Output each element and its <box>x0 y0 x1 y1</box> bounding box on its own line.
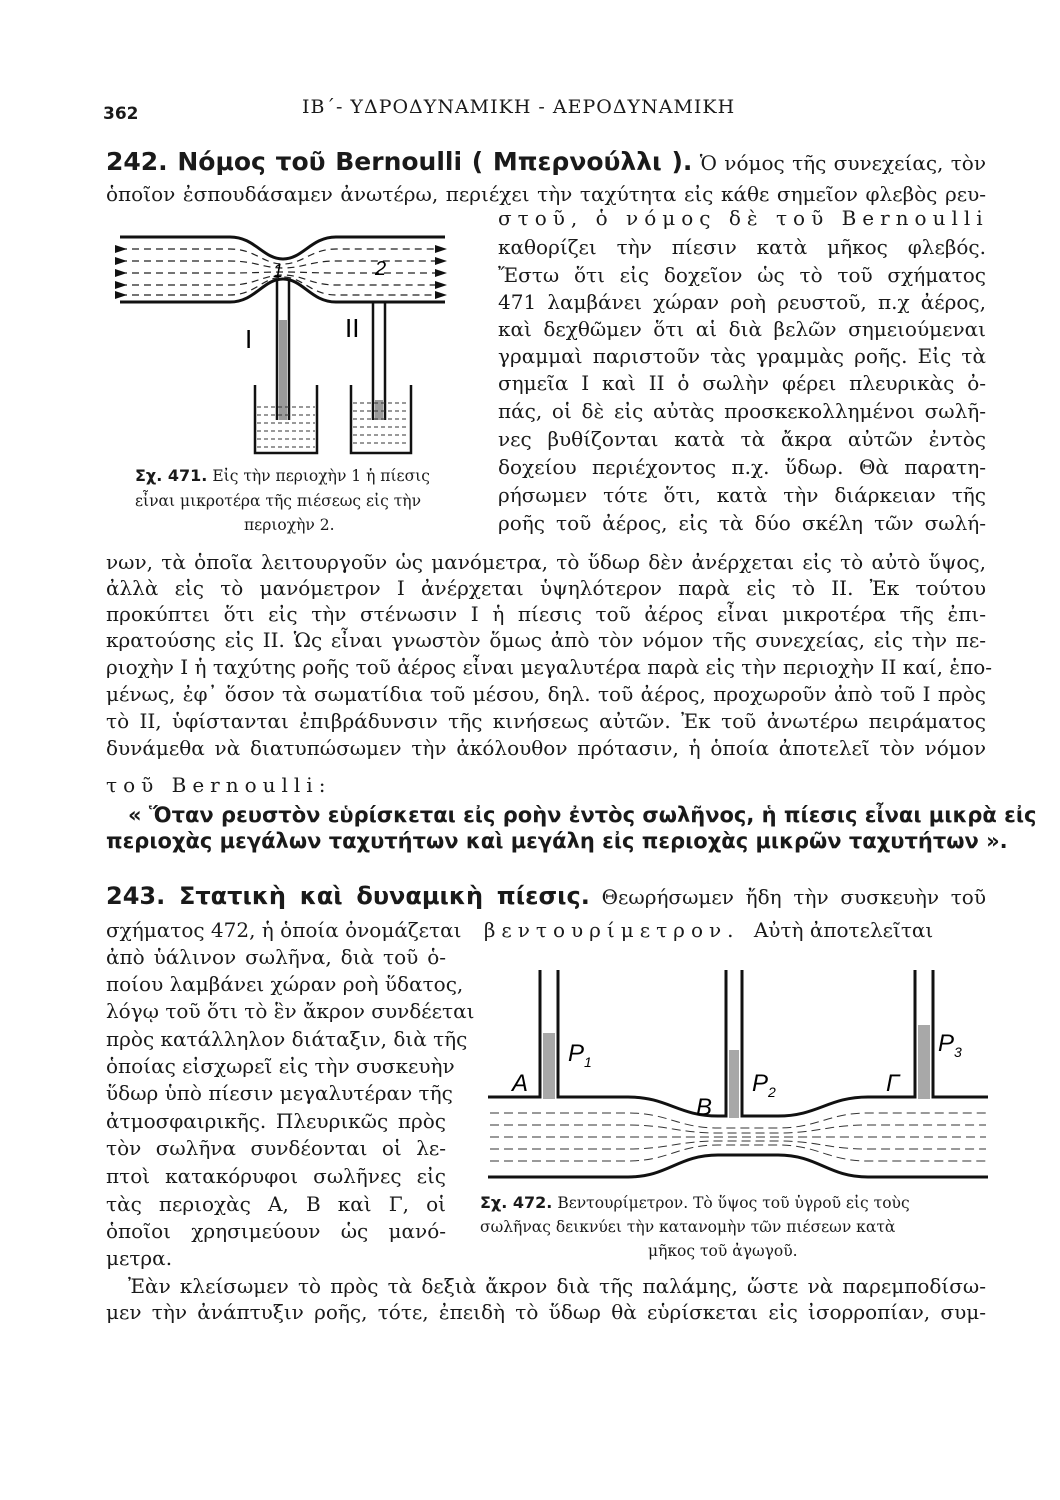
section-243-heading: 243. Στατικὴ καὶ δυναμικὴ πίεσις. <box>106 882 590 910</box>
s242-right-line-1: καθορίζει τὴν πίεσιν κατὰ μῆκος φλεβός. <box>498 235 986 259</box>
s242-right-line-7: πάς, οἱ δὲ εἰς αὐτὰς προσκεκολλημένοι σωλῆ- <box>498 399 986 423</box>
s243-last-line-0: Ἐὰν κλείσωμεν τὸ πρὸς τὰ δεξιὰ ἄκρον διὰ τῆς παλάμης, ὥστε νὰ παρεμποδίσω- <box>128 1274 986 1298</box>
s243-last-line-1: μεν τὴν ἀνάπτυξιν ροῆς, τότε, ἐπειδὴ τὸ ὕδωρ θὰ εὑρίσκεται εἰς ἰσορροπίαν, συμ- <box>106 1300 986 1324</box>
fig472-label-P3: $P_3$ <box>938 1030 962 1060</box>
s242-right-line-0: στοῦ, ὁ νόμος δὲ τοῦ Bernoulli <box>498 206 989 230</box>
figure-471-caption-line2: εἶναι μικροτέρα τῆς πιέσεως εἰς τὴν <box>135 492 422 510</box>
fig471-label-I: Ι <box>245 324 253 354</box>
section-243-first-line <box>106 880 986 913</box>
section-242-heading: 242. Νόμος τοῦ Bernoulli ( Μπερνούλλι ). <box>106 147 693 176</box>
fig472-label-A: A <box>512 1070 529 1097</box>
fig471-label-II: ΙΙ <box>345 313 360 343</box>
fig471-pipe-top-wall <box>120 237 445 259</box>
page-number: 362 <box>103 104 139 124</box>
figure-471-caption-line3: περιοχὴν 2. <box>244 516 335 534</box>
s243-left-line-6: ἀτμοσφαιρικῆς. Πλευρικῶς πρὸς <box>106 1109 446 1133</box>
law-statement-line2: περιοχὰς μεγάλων ταχυτήτων καὶ μεγάλη εἰς περιοχὰς μικρῶν ταχυτήτων ». <box>106 829 1008 853</box>
s243-left-line-5: ὕδωρ ὑπὸ πίεσιν μεγαλυτέραν τῆς <box>106 1081 453 1105</box>
s242-right-line-2: Ἔστω ὅτι εἰς δοχεῖον ὡς τὸ τοῦ σχήματος <box>498 263 986 287</box>
s242-right-line-6: σημεῖα Ι καὶ ΙΙ ὁ σωλὴν φέρει πλευρικὰς ὀ- <box>498 371 986 395</box>
section-243-line2-a: σχήματος 472, ἡ ὁποία ὀνομάζεται <box>106 918 462 942</box>
fig471-pipe-bottom-wall <box>120 279 445 302</box>
s243-left-line-3: πρὸς κατάλληλον διάταξιν, διὰ τῆς <box>106 1027 468 1051</box>
s242-right-line-10: ρήσωμεν τότε ὅτι, κατὰ τὴν διάρκειαν τῆς <box>498 483 986 507</box>
s242-right-line-5: γραμμαὶ παριστοῦν τὰς γραμμὰς ροῆς. Εἰς τὰ <box>498 344 986 368</box>
figure-471-caption-text1: Εἰς τὴν περιοχὴν 1 ἡ πίεσις <box>212 467 430 485</box>
s242-full-line-3: κρατούσης εἰς ΙΙ. Ὡς εἶναι γνωστὸν ὅμως ἀπὸ τὸν νόμον τῆς συνεχείας, εἰς τὴν πε- <box>106 628 986 652</box>
figure-471-caption-line1 <box>135 465 460 487</box>
section-243-line1-rest: Θεωρήσωμεν ἤδη τὴν συσκευὴν τοῦ <box>601 885 987 909</box>
section-242-first-line <box>106 144 986 181</box>
fig472-column-G <box>918 1025 930 1099</box>
figure-472-caption-label: Σχ. 472. <box>480 1193 553 1212</box>
s243-left-line-8: πτοὶ κατακόρυφοι σωλῆνες εἰς <box>106 1164 446 1188</box>
s242-full-line-0: νων, τὰ ὁποῖα λειτουργοῦν ὡς μανόμετρα, τὸ ὕδωρ δὲν ἀνέρχεται εἰς τὸ αὐτὸ ὕψος, <box>106 550 986 574</box>
running-title: ΙΒ΄- ΥΔΡΟΔΥΝΑΜΙΚΗ - ΑΕΡΟΔΥΝΑΜΙΚΗ <box>302 96 736 118</box>
s243-left-line-11: μετρα. <box>106 1246 173 1270</box>
figure-472-caption-line1 <box>480 1192 910 1214</box>
section-243-venturi-term: βεντουρίμετρον. <box>483 918 740 942</box>
section-242-line2: ὁποῖον ἐσπουδάσαμεν ἀνωτέρω, περιέχει τὴν ταχύτητα εἰς κάθε σημεῖον φλεβὸς ρευ- <box>106 182 986 206</box>
fig472-label-G: Γ <box>886 1070 900 1097</box>
s243-left-line-9: τὰς περιοχὰς Α, Β καὶ Γ, οἱ <box>106 1192 446 1216</box>
fig471-label-1: 1 <box>273 261 284 281</box>
s243-left-line-4: ὁποίας εἰσχωρεῖ εἰς τὴν συσκευὴν <box>106 1054 455 1078</box>
s243-left-line-2: λόγῳ τοῦ ὅτι τὸ ἓν ἄκρον συνδέεται <box>106 999 475 1023</box>
s242-full-line-1: ἀλλὰ εἰς τὸ μανόμετρον Ι ἀνέρχεται ὑψηλότερον παρὰ εἰς τὸ ΙΙ. Ἐκ τούτου <box>106 576 986 600</box>
s242-right-line-9: δοχείου περιέχοντος π.χ. ὕδωρ. Θὰ παρατη- <box>498 455 986 479</box>
figure-472-caption-text1: Βεντουρίμετρον. Τὸ ὕψος τοῦ ὑγροῦ εἰς τοὺς <box>557 1194 910 1212</box>
s242-right-line-8: νες βυθίζονται κατὰ τὰ ἄκρα αὐτῶν ἐντὸς <box>498 427 986 451</box>
section-243-line2-c: Αὐτὴ ἀποτελεῖται <box>753 918 934 942</box>
s242-full-line-2: προκύπτει ὅτι εἰς τὴν στένωσιν Ι ἡ πίεσις τοῦ ἀέρος εἶναι μικροτέρα τῆς ἐπι- <box>106 602 986 626</box>
s242-full-line-7: δυνάμεθα νὰ διατυπώσωμεν τὴν ἀκόλουθον πρότασιν, ἡ ὁποία ἀποτελεῖ τὸν νόμον <box>106 736 986 760</box>
fig472-column-A <box>543 1033 555 1099</box>
figure-472-diagram <box>478 965 998 1185</box>
s243-left-line-10: ὁποῖοι χρησιμεύουν ὡς μανό- <box>106 1219 446 1243</box>
fig472-label-P1: $P_1$ <box>568 1040 592 1070</box>
law-name: τοῦ Bernoulli: <box>106 773 332 797</box>
figure-472-caption-line2: σωλῆνας δεικνύει τὴν κατανομὴν τῶν πιέσεων κατὰ <box>480 1218 896 1236</box>
figure-471-diagram <box>105 225 465 470</box>
s242-right-line-3: 471 λαμβάνει χώραν ροὴ ρευστοῦ, π.χ ἀέρος, <box>498 290 986 314</box>
s242-right-line-4: καὶ δεχθῶμεν ὅτι αἱ διὰ βελῶν σημειούμεναι <box>498 317 986 341</box>
s243-left-line-0: ἀπὸ ὑάλινον σωλῆνα, διὰ τοῦ ὁ- <box>106 945 446 969</box>
s242-full-line-5: μένως, ἐφ᾽ ὅσον τὰ σωματίδια τοῦ μέσου, δηλ. τοῦ ἀέρος, προχωροῦν ἀπὸ τοῦ Ι πρὸς <box>106 682 986 706</box>
s242-full-line-4: ριοχὴν Ι ἡ ταχύτης ροῆς τοῦ ἀέρος εἶναι μεγαλυτέρα παρὰ εἰς τὴν περιοχὴν ΙΙ καί, ἑπο- <box>106 655 993 679</box>
s243-left-line-7: τὸν σωλῆνα συνδέονται οἱ λε- <box>106 1136 446 1160</box>
s243-left-line-1: ποίου λαμβάνει χώραν ροὴ ὕδατος, <box>106 972 464 996</box>
fig471-label-2: 2 <box>375 258 387 280</box>
fig472-label-P2: $P_2$ <box>752 1070 776 1100</box>
section-242-line1-rest: Ὁ νόμος τῆς συνεχείας, τὸν <box>699 151 986 175</box>
fig472-label-B: B <box>696 1094 713 1121</box>
figure-472-caption-line3: μῆκος τοῦ ἀγωγοῦ. <box>648 1242 798 1260</box>
s242-full-line-6: τὸ ΙΙ, ὑφίστανται ἐπιβράδυνσιν τῆς κινήσεως αὐτῶν. Ἐκ τοῦ ἀνωτέρω πειράματος <box>106 709 986 733</box>
s242-right-line-11: ροῆς τοῦ ἀέρος, εἰς τὰ δύο σκέλη τῶν σωλή- <box>498 511 986 535</box>
section-243-line2 <box>106 917 986 943</box>
law-statement-line1: « Ὅταν ρευστὸν εὑρίσκεται εἰς ροὴν ἐντὸς σωλῆνος, ἡ πίεσις εἶναι μικρὰ εἰς <box>128 803 1037 827</box>
figure-471-caption-label: Σχ. 471. <box>135 466 208 485</box>
fig472-column-B <box>729 1050 739 1118</box>
